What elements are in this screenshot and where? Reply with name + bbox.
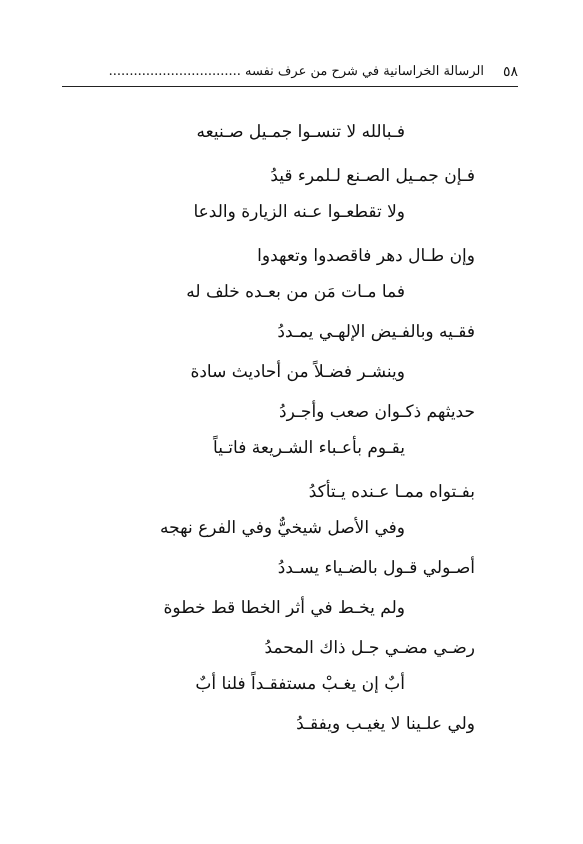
verse-line: رضـي مضـي جـل ذاك المحمدُ: [264, 638, 475, 658]
verse-line: ولي علـينا لا يغيـب ويفقـدُ: [296, 714, 475, 734]
verse-line: بفـتواه ممـا عـنده يـتأكدُ: [308, 482, 475, 502]
verse-line: فقـيه وبالفـيض الإلهـي يمـددُ: [277, 322, 475, 342]
verse-line: فـإن جمـيل الصـنع لـلمرء قيدُ: [270, 166, 475, 186]
verse-line: وينشـر فضـلاً من أحاديث سادة: [190, 362, 405, 382]
verse-line: وفي الأصل شيخيٌّ وفي الفرع نهجه: [160, 518, 405, 538]
page-number: ٥٨: [502, 64, 518, 80]
verse-line: حديثهم ذكـوان صعب وأجـردُ: [279, 402, 475, 422]
verse-line: أبٌ إن يغـبْ مستفقـداً فلنا أبٌ: [195, 674, 405, 694]
verse-line: ولم يخـط في أثر الخطا قط خطوة: [163, 598, 405, 618]
verse-line: فـبالله لا تنسـوا جمـيل صـنيعه: [196, 122, 405, 142]
verse-line: ولا تقطعـوا عـنه الزيارة والدعا: [193, 202, 405, 222]
verse-line: وإن طـال دهر فاقصدوا وتعهدوا: [257, 246, 475, 266]
verse-line: أصـولي قـول بالضـياء يسـددُ: [277, 558, 475, 578]
verse-line: يقـوم بأعـباء الشـريعة فاتـياً: [213, 438, 405, 458]
running-title: الرسالة الخراسانية في شرح من عرف نفسه ................................: [108, 64, 484, 79]
running-header: [62, 62, 518, 87]
verse-line: فما مـات مَن من بعـده خلف له: [186, 282, 405, 302]
